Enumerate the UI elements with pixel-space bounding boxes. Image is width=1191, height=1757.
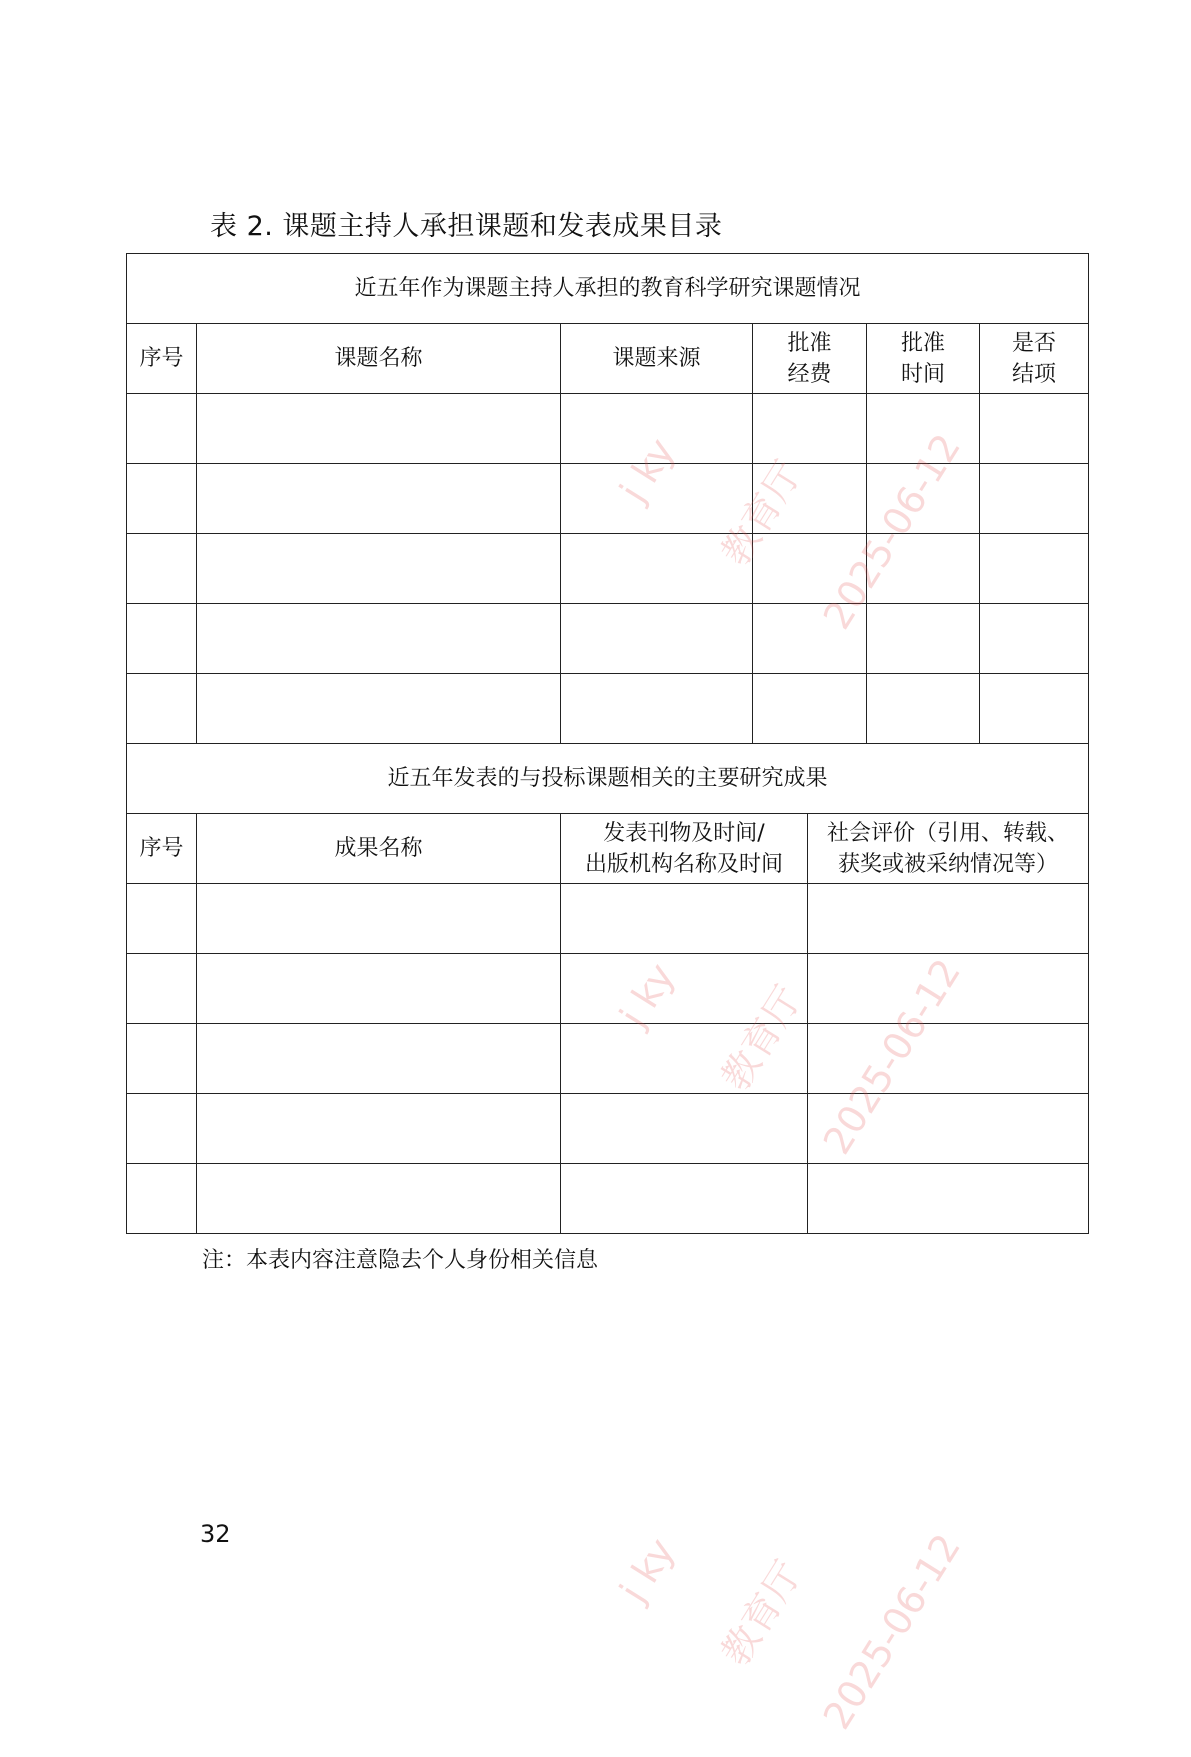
s1-row (127, 604, 1089, 674)
s1-row (127, 464, 1089, 534)
s1-col-index: 序号 (127, 324, 197, 394)
cell[interactable] (127, 954, 197, 1024)
cell[interactable] (197, 1164, 561, 1234)
cell[interactable] (867, 394, 980, 464)
cell[interactable] (197, 534, 561, 604)
s1-col-funding: 批准 经费 (753, 324, 867, 394)
cell[interactable] (753, 674, 867, 744)
s1-col-completed: 是否 结项 (980, 324, 1089, 394)
cell[interactable] (561, 884, 808, 954)
cell[interactable] (127, 464, 197, 534)
cell[interactable] (197, 884, 561, 954)
cell[interactable] (561, 464, 753, 534)
cell[interactable] (127, 884, 197, 954)
cell[interactable] (867, 464, 980, 534)
cell[interactable] (808, 1024, 1089, 1094)
watermark-line: 2025-06-12 (814, 951, 970, 1162)
s2-row (127, 1094, 1089, 1164)
watermark-line: 2025-06-12 (814, 1526, 970, 1737)
page-title: 表 2. 课题主持人承担课题和发表成果目录 (210, 211, 723, 242)
s2-row (127, 884, 1089, 954)
s2-row (127, 1024, 1089, 1094)
cell[interactable] (127, 1024, 197, 1094)
cell[interactable] (127, 1164, 197, 1234)
cell[interactable] (867, 604, 980, 674)
cell[interactable] (753, 464, 867, 534)
cell[interactable] (808, 1164, 1089, 1234)
cell[interactable] (127, 394, 197, 464)
cell[interactable] (561, 1164, 808, 1234)
page-number: 32 (200, 1520, 231, 1548)
s2-col-index: 序号 (127, 814, 197, 884)
cell[interactable] (808, 884, 1089, 954)
cell[interactable] (127, 674, 197, 744)
cell[interactable] (980, 674, 1089, 744)
s2-col-evaluation: 社会评价（引用、转载、 获奖或被采纳情况等） (808, 814, 1089, 884)
s2-col-publication: 发表刊物及时间/ 出版机构名称及时间 (561, 814, 808, 884)
cell[interactable] (867, 674, 980, 744)
s1-col-approval-time: 批准 时间 (867, 324, 980, 394)
cell[interactable] (808, 1094, 1089, 1164)
cell[interactable] (127, 604, 197, 674)
watermark-line: 教育厅 (712, 1553, 811, 1674)
s1-row (127, 394, 1089, 464)
cell[interactable] (197, 1024, 561, 1094)
watermark-line: j ky (611, 430, 684, 510)
s2-row (127, 954, 1089, 1024)
cell[interactable] (127, 1094, 197, 1164)
s1-row (127, 534, 1089, 604)
cell[interactable] (197, 954, 561, 1024)
privacy-note: 注：本表内容注意隐去个人身份相关信息 (202, 1248, 599, 1273)
cell[interactable] (561, 1094, 808, 1164)
cell[interactable] (197, 464, 561, 534)
s2-row (127, 1164, 1089, 1234)
cell[interactable] (980, 394, 1089, 464)
achievements-table (126, 253, 1089, 1234)
cell[interactable] (561, 604, 753, 674)
cell[interactable] (867, 534, 980, 604)
watermark (545, 1358, 1001, 1757)
cell[interactable] (561, 954, 808, 1024)
cell[interactable] (561, 394, 753, 464)
cell[interactable] (127, 534, 197, 604)
s2-col-title: 成果名称 (197, 814, 561, 884)
cell[interactable] (197, 1094, 561, 1164)
cell[interactable] (197, 674, 561, 744)
watermark-line: 教育厅 (712, 978, 811, 1099)
cell[interactable] (808, 954, 1089, 1024)
watermark-line: j ky (611, 1530, 684, 1610)
cell[interactable] (561, 534, 753, 604)
s1-row (127, 674, 1089, 744)
cell[interactable] (980, 464, 1089, 534)
cell[interactable] (561, 674, 753, 744)
cell[interactable] (980, 604, 1089, 674)
section2-header: 近五年发表的与投标课题相关的主要研究成果 (127, 744, 1089, 814)
cell[interactable] (980, 534, 1089, 604)
watermark-line: j ky (611, 955, 684, 1035)
s1-col-source: 课题来源 (561, 324, 753, 394)
cell[interactable] (753, 394, 867, 464)
section1-header: 近五年作为课题主持人承担的教育科学研究课题情况 (127, 254, 1089, 324)
cell[interactable] (197, 394, 561, 464)
s1-col-title: 课题名称 (197, 324, 561, 394)
watermark-line: 教育厅 (712, 453, 811, 574)
cell[interactable] (753, 604, 867, 674)
cell[interactable] (561, 1024, 808, 1094)
watermark-line: 2025-06-12 (814, 426, 970, 637)
cell[interactable] (197, 604, 561, 674)
cell[interactable] (753, 534, 867, 604)
